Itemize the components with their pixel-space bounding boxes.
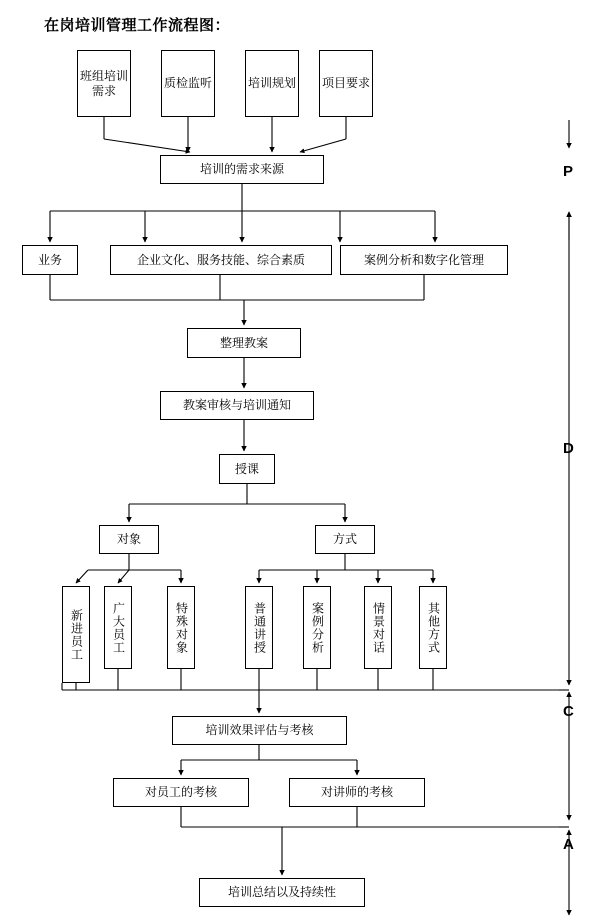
node-label: 培训总结以及持续性 [227, 885, 336, 899]
node-anli-fenxi-shuzihua[interactable] [340, 245, 508, 275]
node-peixun-guihua[interactable] [245, 50, 299, 117]
node-zhengli-jiaoan[interactable] [187, 328, 301, 358]
node-label: 授课 [234, 461, 259, 476]
node-dui-yuangong-kaohe[interactable] [113, 778, 249, 807]
node-label: 项目要求 [322, 76, 371, 90]
node-jiaoan-shenhe-tongzhi[interactable] [160, 391, 314, 420]
node-qingjing-duihua[interactable] [364, 586, 392, 669]
node-label: 案例分析 [310, 601, 325, 654]
node-label: 对象 [116, 532, 141, 546]
node-label: 培训的需求来源 [199, 162, 284, 176]
node-putong-jiangshou[interactable] [245, 586, 273, 669]
node-yewu[interactable] [22, 245, 78, 275]
node-teshu-duixiang[interactable] [167, 586, 195, 669]
node-banzu-peixun-xuqiu[interactable] [77, 50, 131, 117]
page-title: 在岗培训管理工作流程图： [44, 17, 231, 34]
node-label: 教案审核与培训通知 [182, 398, 291, 412]
phase-label-c: C [563, 703, 574, 720]
node-label: 案例分析和数字化管理 [363, 252, 484, 267]
node-peixun-xiaoguo-pinggu[interactable] [172, 716, 347, 745]
node-anli-fenxi[interactable] [303, 586, 331, 669]
node-peixun-xuqiu-laiyuan[interactable] [160, 155, 324, 184]
node-label: 培训规划 [248, 76, 297, 90]
node-duixiang[interactable] [99, 525, 159, 554]
node-label: 质检监听 [164, 76, 213, 90]
node-label: 情景对话 [371, 601, 386, 654]
node-label: 班组培训需求 [80, 68, 129, 98]
node-label: 广大员工 [111, 601, 126, 654]
node-label: 企业文化、服务技能、综合素质 [136, 252, 305, 267]
node-qiye-wenhua[interactable] [110, 245, 332, 275]
phase-label-d: D [563, 440, 574, 457]
node-label: 特殊对象 [174, 601, 189, 654]
node-dui-jiangshi-kaohe[interactable] [289, 778, 425, 807]
node-label: 培训效果评估与考核 [205, 723, 314, 737]
node-label: 对讲师的考核 [320, 785, 393, 799]
node-peixun-zongjie[interactable] [199, 878, 365, 907]
node-label: 业务 [37, 252, 62, 267]
node-label: 整理教案 [219, 335, 268, 350]
node-label: 对员工的考核 [144, 785, 217, 799]
node-xiangmu-yaoqiu[interactable] [319, 50, 373, 117]
phase-label-p: P [563, 163, 574, 180]
node-label: 普通讲授 [252, 601, 267, 654]
node-guangda-yuangong[interactable] [104, 586, 132, 669]
node-label: 新进员工 [69, 608, 84, 661]
node-shouke[interactable] [219, 454, 275, 484]
node-qita-fangshi[interactable] [419, 586, 447, 669]
phase-label-a: A [563, 836, 574, 853]
node-zhijian-jianting[interactable] [161, 50, 215, 117]
node-xinjin-yuangong[interactable] [62, 586, 90, 683]
node-label: 方式 [332, 532, 357, 546]
node-fangshi[interactable] [315, 525, 375, 554]
node-label: 其他方式 [426, 601, 441, 654]
